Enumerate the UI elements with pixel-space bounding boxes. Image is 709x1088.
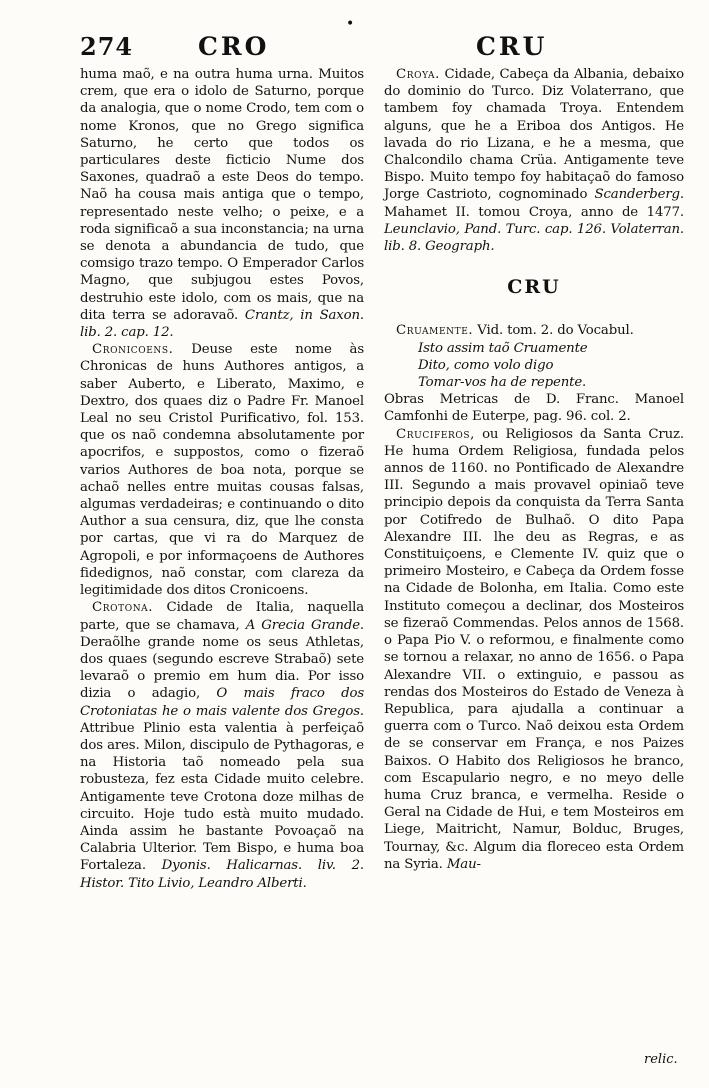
entry-text: Cidade de Italia, naquella parte, que se chamava, [80,600,365,633]
entry-reference: Dyonis. Halicarnas. liv. 2. Histor. Tito Livio, Leandro Alberti. [80,858,364,891]
entry-cruciferos [384,426,684,873]
right-column [384,66,684,873]
entry-reference: Crantz, in Saxon. lib. 2. cap. 12. [80,307,364,341]
entry-reference: Leunclavio, Pand. Turc. cap. 126. Volaterran. lib. 8. Geograph. [384,221,684,255]
verse-line: Dito, como volo digo [418,357,554,373]
entry-text: huma maõ, e na outra huma urna. Muitos crem, que era o idolo de Saturno, porque da analogia, que o nome Crodo, tem com o nome Kronos, que no Grego significa Saturno, he certo que todos os particulares deste ficticio Nume dos Saxones, quadraõ a este Deos do tempo. Naõ ha cousa mais antiga que o tempo, representado neste velho; o peixe, e a roda significaõ a sua inconstancia; na urna se denota a abundancia de tudo, que comsigo trazo tempo. O Emperador Carlos Magno, que subjugou estes Povos, destruhio este idolo, com os mais, que na dita terra se adoravaõ. [80,67,364,323]
verse-line: Tomar-vos ha de repente. [418,375,587,391]
verse-line: Isto assim taõ Cruamente [418,340,588,356]
entry-headword: Cruamente. [396,323,474,339]
entry-text: Deraõlhe grande nome os seus Athletas, dos quaes (segundo escreve Strabaõ) sete levaraõ o premio em hum dia. Por isso dizia o adagio, [80,634,364,702]
entry-headword: Cruciferos, [396,426,475,442]
entry-crotona [80,599,364,891]
entry-italic-phrase: A Grecia Grande. [245,617,364,633]
entry-headword: Cronicoens. [92,342,174,358]
entry-text: Mahamet II. tomou Croya, anno de 1477. [384,204,684,220]
left-column [80,66,364,892]
entry-crodo-continued [80,66,364,341]
entry-text: Vid. tom. 2. do Vocabul. [477,323,634,339]
entry-cronicoens [80,341,364,599]
entry-text: Cidade, Cabeça da Albania, debaixo do dominio do Turco. Diz Volaterrano, que tambem foy chamada Troya. Entendem alguns, que he a Eriboa dos Antigos. He lavada do rio Lizana, e he a mesma, que Chalcondilo chama Crüa. Antigamente teve Bispo. Muito tempo foy habitaçaõ do famoso Jorge Castrioto, cognominado [384,67,685,203]
entry-italic-name: Scanderberg. [594,187,684,203]
running-head-left: CRO [198,32,270,61]
running-head-right: CRU [476,32,548,61]
entry-text: Obras Metricas de D. Franc. Manoel Camfonhi de Euterpe, pag. 96. col. 2. [384,392,684,425]
entry-text: Deuse este nome às Chronicas de huns Authores antigos, a saber Auberto, e Liberato, Maximo, e Dextro, dos quaes diz o Padre Fr. Manoel Leal no seu Cristol Purificativo, fol. 153. que os naõ condemna absolutamente por apocrifos, e suppostos, como o fizeraõ varios Authores de boa nota, porque se achaõ nelles entre muitas cousas falsas, algumas verdadeiras; e continuando o dito Author a sua censura, diz, que lhe consta por cartas, que vi ra do Marquez de Agropoli, e por informaçoens de Authores fidedignos, naõ constar, com clareza da legitimidade dos ditos Cronicoens. [80,342,364,599]
entry-italic-proverb: O mais fraco dos Crotoniatas he o mais valente dos Gregos. [80,686,364,719]
entry-croya [384,66,684,255]
entry-text: Attribue Plinio esta valentia à perfeiçaõ dos ares. Milon, discipulo de Pythagoras, e na Historia taõ nomeado pela sua robusteza, fez esta Cidade muito celebre. Antigamente teve Crotona doze milhas de circuito. Hoje tudo està muito mudado. Ainda assim he bastante Povoaçaõ na Calabria Ulterior. Tem Bispo, e huma boa Fortaleza. [80,720,364,874]
entry-text: ou Religiosos da Santa Cruz. He huma Ordem Religiosa, fundada pelos annos de 1160. no Pontificado de Alexandre III. Segundo a mais provavel opiniaõ teve principio depois da conquista da Terra Santa por Cotifredo de Bulhaõ. O dito Papa Alexandre III. lhe deu as Regras, e as Constituiçoens, e Clemente IV. quiz que o primeiro Mosteiro, e Cabeça da Ordem fosse na Cidade de Bolonha, em Italia. Como este Instituto começou a declinar, dos Mosteiros se fizeraõ Commendas. Pelos annos de 1568. o Papa Pio V. o reformou, e finalmente como se tornou a relaxar, no anno de 1656. o Papa Alexandre VII. o extinguio, e passou as rendas dos Mosteiros do Estado de Veneza à Republica, para ajudalla a continuar a guerra com o Turco. Naõ deixou esta Ordem de se conservar em França, e nos Paizes Baixos. O Habito dos Religiosos he branco, com Escapulario negro, e no meyo delle huma Cruz branca, e vermelha. Reside o Geral na Cidade de Hui, e tem Mosteiros em Liege, Maitricht, Namur, Bolduc, Bruges, Tournay, &c. Algum dia floreceo esta Ordem na Syria. [384,426,684,872]
printer-mark-dot: • [346,16,355,32]
page-header [80,32,673,66]
page-number: 274 [80,32,134,61]
entry-headword: Crotona. [92,600,154,616]
entry-source [384,391,684,425]
entry-cruamente [384,322,684,391]
section-heading: CRU [507,276,561,299]
catchword: relic. [644,1052,678,1067]
entry-reference: Mau- [446,856,481,872]
entry-headword: Croya. [396,67,440,82]
